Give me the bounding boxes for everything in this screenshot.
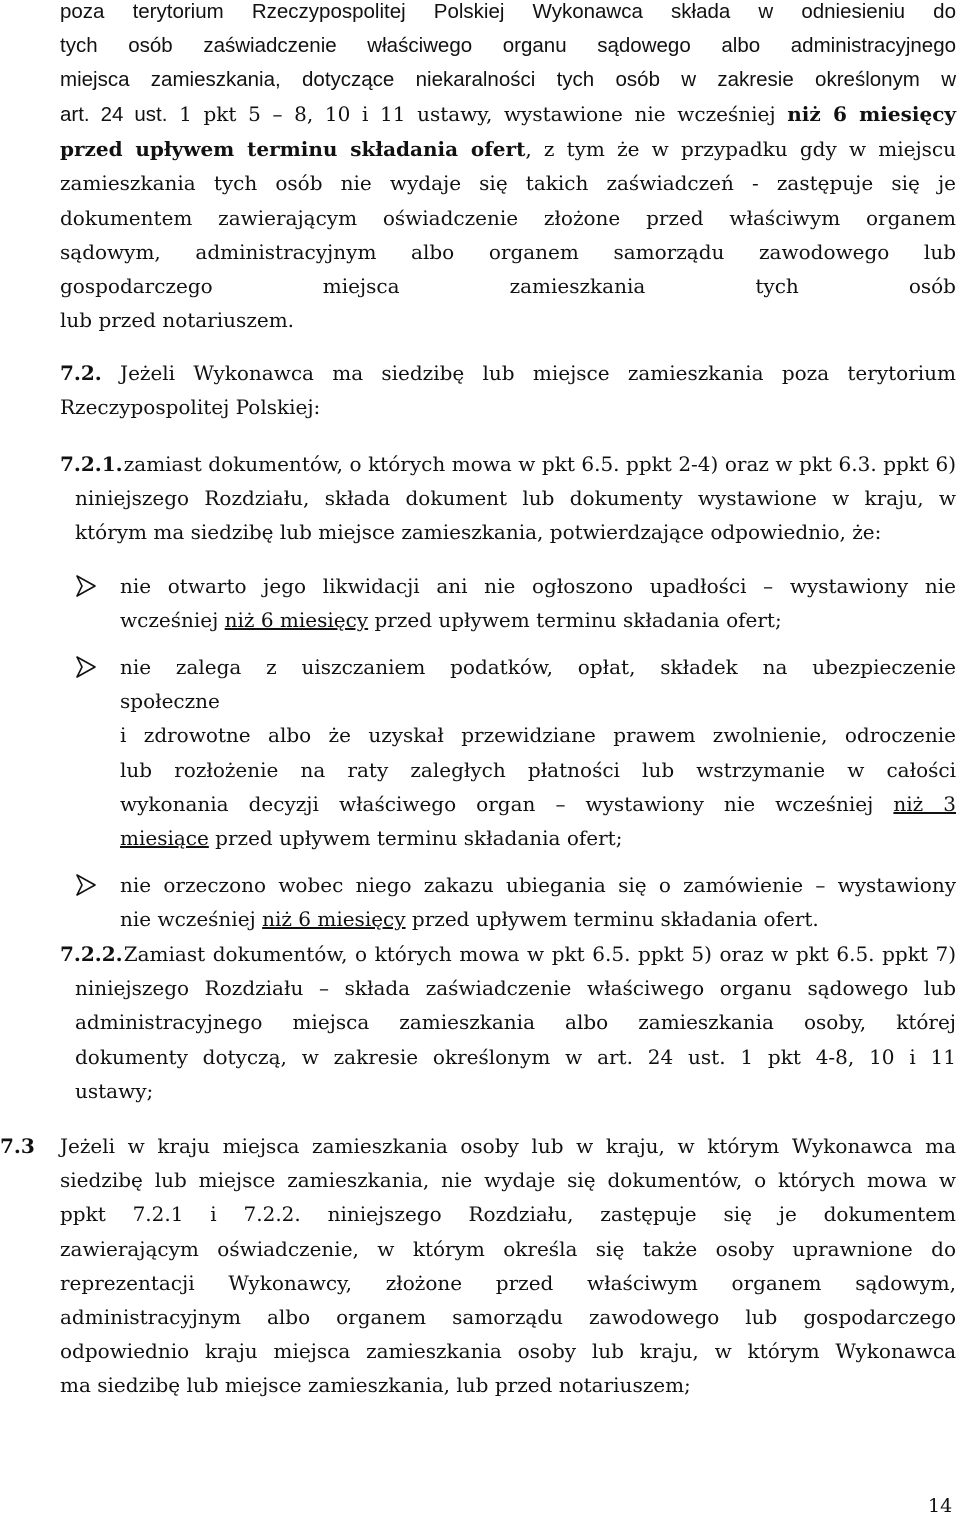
text-line: administracyjnego miejsca zamieszkania albo zamieszkania osoby, której	[75, 1010, 956, 1035]
text-line: zamiast dokumentów, o których mowa w pkt 6.5. ppkt 2-4) oraz w pkt 6.3. ppkt 6)	[123, 452, 956, 476]
text-line: dokumenty dotyczą, w zakresie określonym w art. 24 ust. 1 pkt 4-8, 10 i 11	[75, 1044, 956, 1069]
text-line: gospodarczego miejsca zamieszkania tych osób	[60, 274, 956, 299]
text-line: przed upływem terminu składania ofert, z tym że w przypadku gdy w miejscu	[60, 137, 957, 162]
text-line: dokumentem zawierającym oświadczenie złożone przed właściwym organem	[60, 205, 956, 230]
underlined-term: miesiące	[120, 826, 209, 851]
section-number: 7.2.	[60, 361, 102, 385]
text-line: Jeżeli Wykonawca ma siedzibę lub miejsce zamieszkania poza terytorium	[120, 361, 957, 385]
text-line: ma siedzibę lub miejsce zamieszkania, lub przed notariuszem;	[60, 1373, 691, 1398]
text-line: administracyjnym albo organem samorządu zawodowego lub gospodarczego	[60, 1305, 956, 1330]
text-line: którym ma siedzibę lub miejsce zamieszkania, potwierdzające odpowiednio, że:	[75, 520, 882, 545]
arrowhead-bullet-icon	[74, 873, 98, 897]
emphasis-text: przed upływem terminu składania ofert	[60, 137, 526, 162]
text-line: siedzibę lub miejsce zamieszkania, nie wydaje się dokumentów, o których mowa w	[60, 1168, 956, 1193]
section-number: 7.2.2.	[60, 942, 123, 966]
text-line: wykonania decyzji właściwego organ – wystawiony nie wcześniej niż 3	[120, 791, 956, 816]
section-number: 7.3	[0, 1134, 35, 1158]
text-line: lub przed notariuszem.	[60, 308, 295, 333]
text-line: Jeżeli w kraju miejsca zamieszkania osoby lub w kraju, w którym Wykonawca ma	[60, 1134, 956, 1158]
text-line: społeczne	[120, 689, 220, 714]
text-line: wcześniej niż 6 miesięcy przed upływem terminu składania ofert;	[120, 608, 782, 633]
text-line: odpowiednio kraju miejsca zamieszkania osoby lub kraju, w którym Wykonawca	[60, 1339, 956, 1364]
emphasis-text: niż 6 miesięcy	[787, 102, 957, 126]
text-line: niniejszego Rozdziału, składa dokument lub dokumenty wystawione w kraju, w	[75, 486, 956, 511]
text-line: ustawy;	[75, 1078, 154, 1103]
text-line: poza terytorium Rzeczypospolitej Polskiej Wykonawca składa w odniesieniu do	[60, 0, 956, 23]
underlined-term: niż 6 miesięcy	[224, 608, 369, 633]
text-line: Zamiast dokumentów, o których mowa w pkt 6.5. ppkt 5) oraz w pkt 6.5. ppkt 7)	[123, 942, 956, 966]
text-line: miesiące przed upływem terminu składania ofert;	[120, 826, 623, 851]
text-line: art. 24 ust. 1 pkt 5 – 8, 10 i 11 ustawy, wystawione nie wcześniej niż 6 miesięcy	[60, 102, 957, 126]
text-line: nie otwarto jego likwidacji ani nie ogłoszono upadłości – wystawiony nie	[120, 574, 956, 598]
text-line: niniejszego Rozdziału – składa zaświadczenie właściwego organu sądowego lub	[75, 976, 956, 1001]
section-number: 7.2.1.	[60, 452, 123, 476]
page-number: 14	[928, 1495, 953, 1517]
text-line: zamieszkania tych osób nie wydaje się takich zaświadczeń - zastępuje się je	[60, 171, 956, 196]
text-line: sądowym, administracyjnym albo organem samorządu zawodowego lub	[60, 239, 956, 264]
underlined-term: niż 3	[893, 791, 956, 816]
text-line: nie orzeczono wobec niego zakazu ubiegania się o zamówienie – wystawiony	[120, 873, 956, 897]
text-line: nie zalega z uiszczaniem podatków, opłat, składek na ubezpieczenie	[120, 655, 956, 679]
text-line: lub rozłożenie na raty zaległych płatności lub wstrzymanie w całości	[120, 757, 956, 782]
underlined-term: niż 6 miesięcy	[262, 907, 406, 932]
text-line: reprezentacji Wykonawcy, złożone przed właściwym organem sądowym,	[60, 1270, 956, 1295]
text-line: Rzeczypospolitej Polskiej:	[60, 395, 321, 420]
arrowhead-bullet-icon	[74, 574, 98, 598]
text-line: ppkt 7.2.1 i 7.2.2. niniejszego Rozdziału, zastępuje się je dokumentem	[60, 1202, 956, 1227]
arrowhead-bullet-icon	[74, 655, 98, 679]
text-line: nie wcześniej niż 6 miesięcy przed upływem terminu składania ofert.	[120, 907, 819, 932]
text-line: miejsca zamieszkania, dotyczące niekaralności tych osób w zakresie określonym w	[60, 68, 956, 92]
text-line: tych osób zaświadczenie właściwego organu sądowego albo administracyjnego	[60, 34, 956, 58]
text-line: zawierającym oświadczenie, w którym określa się także osoby uprawnione do	[60, 1236, 956, 1261]
text-line: i zdrowotne albo że uzyskał przewidziane prawem zwolnienie, odroczenie	[120, 723, 956, 748]
